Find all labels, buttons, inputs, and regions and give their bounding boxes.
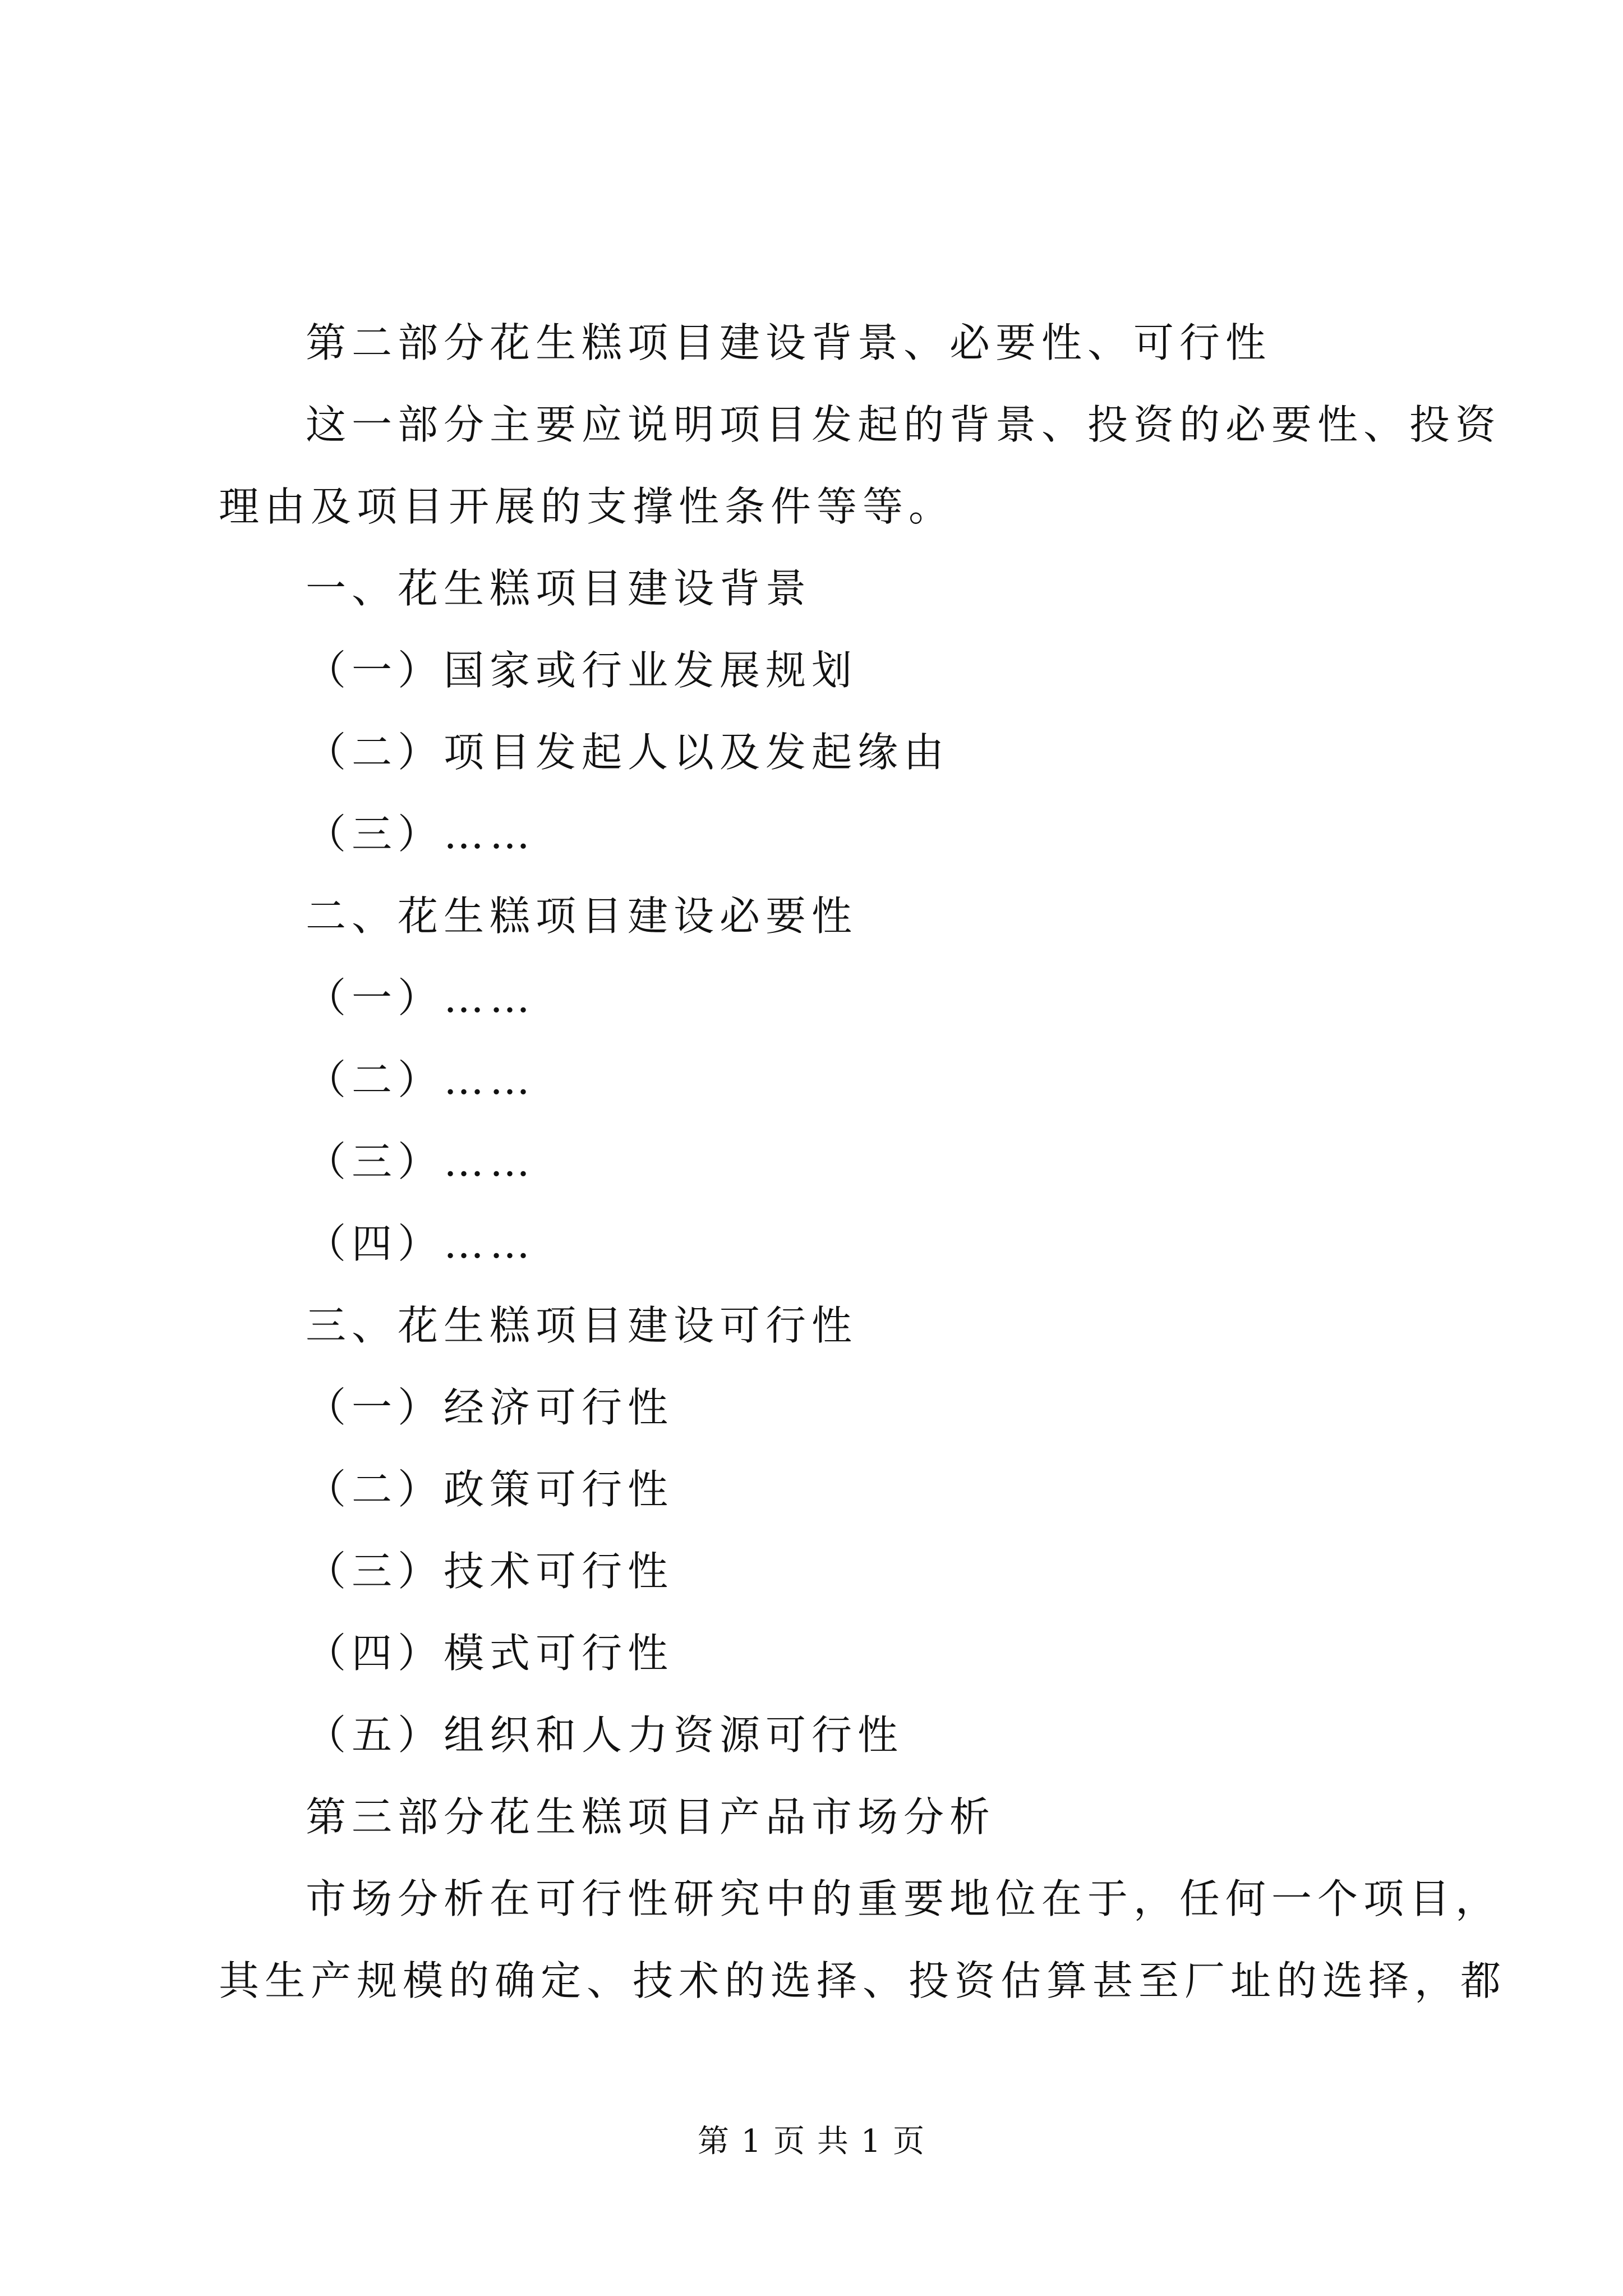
list-item: （四）模式可行性 — [306, 1630, 674, 1677]
list-item: （一）…… — [306, 974, 536, 1022]
subsection-heading: 一、花生糕项目建设背景 — [306, 565, 812, 612]
paragraph-line: 这一部分主要应说明项目发起的背景、投资的必要性、投资 — [306, 401, 1502, 448]
list-item: （一）经济可行性 — [306, 1384, 674, 1431]
list-item: （三）…… — [306, 811, 536, 858]
subsection-heading: 三、花生糕项目建设可行性 — [306, 1302, 858, 1349]
page-footer — [0, 2119, 1623, 2164]
paragraph-line: 理由及项目开展的支撑性条件等等。 — [219, 483, 955, 530]
list-item: （二）项目发起人以及发起缘由 — [306, 729, 950, 776]
section-heading: 第三部分花生糕项目产品市场分析 — [306, 1793, 996, 1841]
list-item: （五）组织和人力资源可行性 — [306, 1711, 904, 1759]
paragraph-line: 其生产规模的确定、技术的选择、投资估算甚至厂址的选择，都 — [219, 1957, 1507, 2004]
list-item: （三）技术可行性 — [306, 1548, 674, 1595]
list-item: （二）…… — [306, 1056, 536, 1103]
list-item: （三）…… — [306, 1138, 536, 1185]
document-body — [219, 302, 1507, 2022]
subsection-heading: 二、花生糕项目建设必要性 — [306, 892, 858, 940]
list-item: （四）…… — [306, 1220, 536, 1267]
list-item: （一）国家或行业发展规划 — [306, 647, 858, 694]
list-item: （二）政策可行性 — [306, 1466, 674, 1513]
paragraph-line: 市场分析在可行性研究中的重要地位在于，任何一个项目， — [306, 1875, 1502, 1922]
page-number-label: 第 1 页 共 1 页 — [697, 2123, 926, 2160]
section-heading: 第二部分花生糕项目建设背景、必要性、可行性 — [306, 319, 1272, 366]
